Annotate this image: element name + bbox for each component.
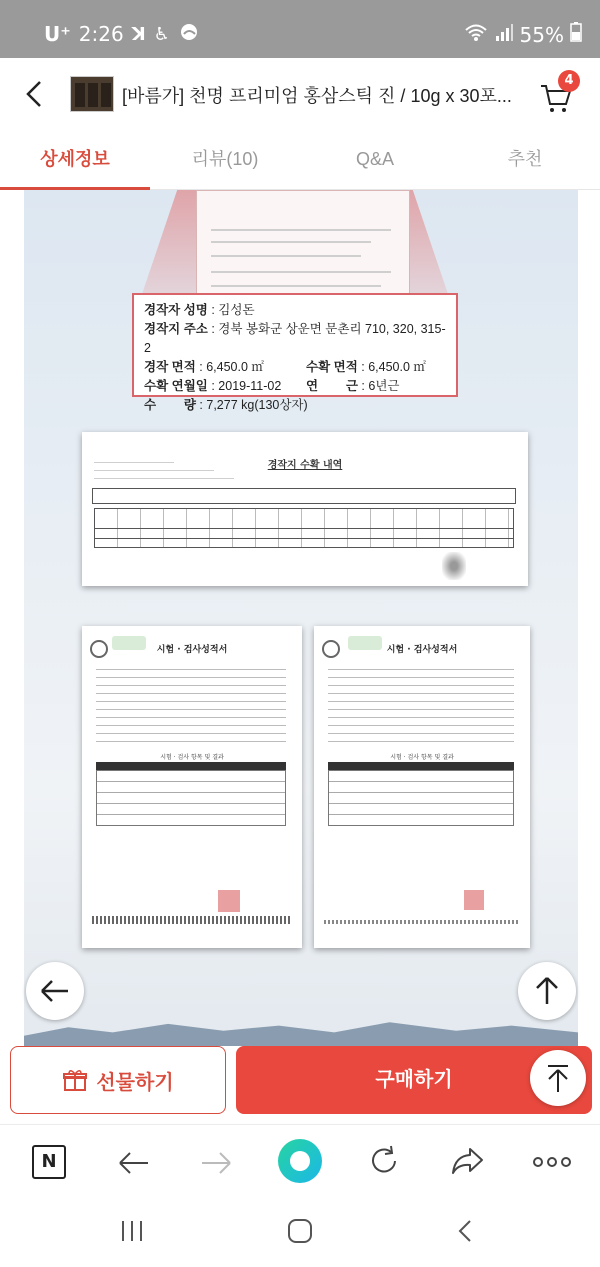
product-header	[0, 58, 600, 130]
arrow-up-icon	[518, 962, 576, 1020]
test-certificate-right	[314, 626, 530, 948]
buy-button-label: 구매하기	[375, 1069, 453, 1091]
cloud-icon	[178, 22, 200, 46]
grower-info-card	[132, 293, 458, 412]
address-label: 경작지 주소	[144, 322, 208, 336]
chevron-left-icon	[446, 1216, 486, 1246]
product-thumbnail	[70, 76, 114, 112]
cart-button[interactable]	[536, 74, 576, 114]
harvest-date-value: : 2019-11-02	[211, 379, 282, 393]
certificate-section-title: 시험 · 검사 항목 및 결과	[160, 754, 224, 761]
quantity-value: : 7,277 kg(130상자)	[199, 398, 308, 412]
green-dot-icon	[290, 1151, 310, 1171]
chevron-left-icon	[18, 76, 54, 112]
share-icon	[448, 1141, 488, 1181]
home-button[interactable]	[280, 1216, 320, 1246]
certificate-document-top	[196, 190, 410, 298]
share-button[interactable]	[448, 1141, 488, 1181]
refresh-button[interactable]	[364, 1141, 404, 1181]
clock: 2:26	[78, 22, 124, 46]
naver-home-icon: N	[41, 1151, 57, 1172]
tab-bar	[0, 130, 600, 190]
recent-apps-icon	[112, 1216, 152, 1246]
gift-button[interactable]	[10, 1046, 226, 1114]
certificate-title: 시험 · 검사성적서	[156, 645, 228, 655]
battery-percent: 55%	[519, 22, 564, 47]
certificate-stamp	[218, 890, 240, 912]
tab-reviews[interactable]: 리뷰(10)	[191, 149, 259, 169]
tab-detail[interactable]: 상세정보	[0, 130, 150, 190]
product-title: [바름가] 천명 프리미엄 홍삼스틱 진 / 10g x 30포...	[122, 86, 512, 106]
gift-button-label: 선물하기	[96, 1071, 174, 1094]
refresh-icon	[364, 1141, 404, 1181]
harvest-record-title: 경작지 수확 내역	[267, 460, 343, 471]
purchase-action-bar	[0, 1046, 600, 1124]
tab-recommend[interactable]: 추천	[507, 149, 543, 169]
wifi-icon	[464, 23, 488, 47]
years-label: 연 근	[306, 379, 358, 393]
carrier-label: U⁺	[44, 22, 71, 46]
arrow-up-bar-icon	[530, 1050, 586, 1106]
browser-forward-button[interactable]	[196, 1143, 236, 1183]
more-icon	[530, 1147, 574, 1177]
area-label: 경작 면적	[144, 360, 196, 374]
status-bar	[0, 0, 600, 58]
system-back-button[interactable]	[446, 1216, 486, 1246]
certificate-title: 시험 · 검사성적서	[386, 645, 458, 655]
arrow-left-icon	[114, 1143, 154, 1183]
harvest-date-label: 수확 연월일	[144, 379, 208, 393]
product-detail-content	[0, 190, 600, 1046]
home-icon	[280, 1216, 320, 1246]
harvest-area-label: 수확 면적	[306, 360, 358, 374]
recent-apps-button[interactable]	[112, 1216, 152, 1246]
accessibility-icon: ♿	[153, 23, 170, 45]
arrow-right-icon	[196, 1143, 236, 1183]
green-dot-button[interactable]	[278, 1139, 322, 1183]
scroll-top-fab[interactable]	[530, 1050, 586, 1106]
back-button[interactable]	[18, 76, 54, 112]
voicemail-icon: ꓘ	[131, 23, 146, 45]
certificate-stamp	[464, 890, 484, 910]
certificate-section-title: 시험 · 검사 항목 및 결과	[390, 754, 454, 761]
grower-name-value: : 김성돈	[211, 303, 255, 317]
tab-qna[interactable]: Q&A	[355, 149, 394, 169]
signal-icon	[494, 23, 514, 47]
cart-count-badge: 4	[558, 70, 580, 92]
harvest-record-document	[82, 432, 528, 586]
system-navigation-bar	[0, 1196, 600, 1267]
grower-name-label: 경작자 성명	[144, 303, 208, 317]
quantity-label: 수 량	[144, 398, 196, 412]
years-value: : 6년근	[361, 379, 400, 393]
browser-back-button[interactable]	[114, 1143, 154, 1183]
harvest-area-value: : 6,450.0 ㎡	[361, 360, 426, 374]
more-menu-button[interactable]	[530, 1147, 574, 1177]
address-value: : 경북 봉화군 상운면 문촌리 710, 320, 315-2	[144, 322, 446, 355]
gift-icon	[62, 1067, 88, 1093]
arrow-left-icon	[26, 962, 84, 1020]
area-value: : 6,450.0 ㎡	[199, 360, 264, 374]
naver-home-button[interactable]	[32, 1145, 66, 1179]
battery-icon	[570, 22, 582, 47]
scroll-to-top-button[interactable]	[518, 962, 576, 1020]
previous-page-button[interactable]	[26, 962, 84, 1020]
test-certificate-left	[82, 626, 302, 948]
browser-toolbar	[0, 1124, 600, 1196]
